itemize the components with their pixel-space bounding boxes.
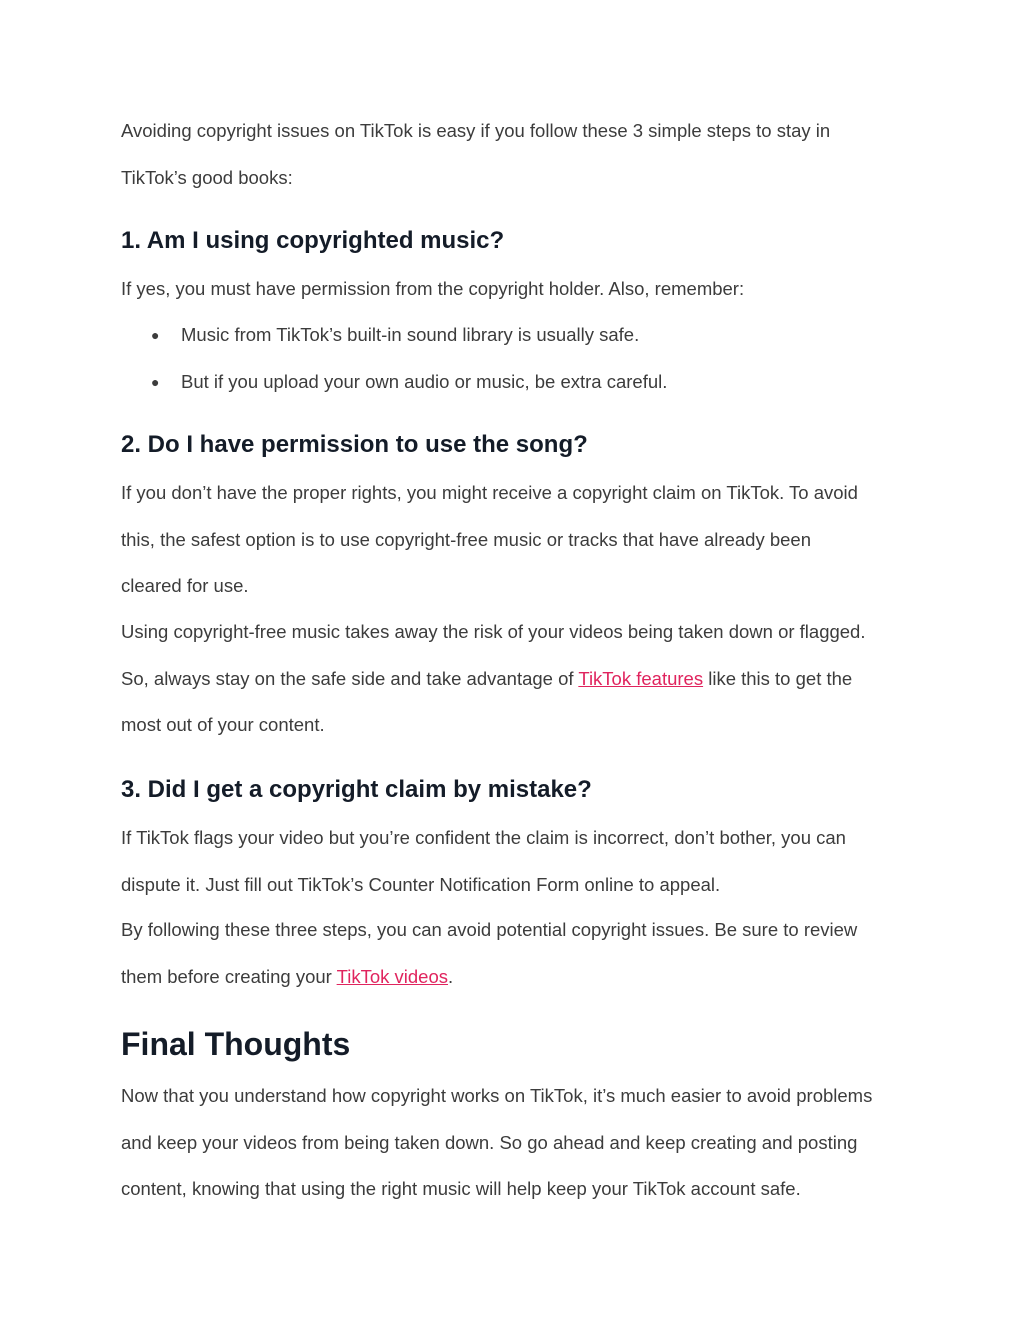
step2-p1-line-3: cleared for use. xyxy=(121,575,249,596)
intro-line-1: Avoiding copyright issues on TikTok is easy if you follow these 3 simple steps to stay in xyxy=(121,120,831,141)
final-line-3: content, knowing that using the right music will help keep your TikTok account safe. xyxy=(121,1178,801,1199)
step2-p1-line-2: this, the safest option is to use copyright-free music or tracks that have already been xyxy=(121,528,811,550)
step3-p2-line-1: By following these three steps, you can avoid potential copyright issues. Be sure to review xyxy=(121,919,858,940)
step2-heading: 2. Do I have permission to use the song? xyxy=(121,431,588,458)
step2-paragraph-1 xyxy=(121,470,911,610)
bullet-icon: ● xyxy=(151,373,160,390)
step3-p2-line-2-end: . xyxy=(448,965,454,987)
step3-p1-line-1: If TikTok flags your video but you’re confident the claim is incorrect, don’t bother, you can xyxy=(121,827,846,848)
step2-paragraph-2 xyxy=(121,609,911,749)
list-item-text: Music from TikTok’s built-in sound library is usually safe. xyxy=(181,324,640,345)
step2-p2-line-2-start: So, always stay on the safe side and take advantage of xyxy=(121,667,579,689)
final-line-2: and keep your videos from being taken down. So go ahead and keep creating and posting xyxy=(121,1131,858,1153)
step3-p2-line-2-start: them before creating your xyxy=(121,965,337,987)
list-item xyxy=(121,312,911,359)
step1-bullet-list xyxy=(121,312,911,405)
final-line-1: Now that you understand how copyright works on TikTok, it’s much easier to avoid problems xyxy=(121,1085,873,1106)
tiktok-videos-link[interactable]: TikTok videos xyxy=(336,965,449,987)
list-item-text: But if you upload your own audio or music, be extra careful. xyxy=(181,370,668,392)
step1-text: If yes, you must have permission from the copyright holder. Also, remember: xyxy=(121,278,745,299)
intro-line-2: TikTok’s good books: xyxy=(121,166,293,188)
step3-paragraph-2 xyxy=(121,907,911,1000)
step2-p1-line-1: If you don’t have the proper rights, you might receive a copyright claim on TikTok. To avoid xyxy=(121,482,858,503)
step2-p2-line-3: most out of your content. xyxy=(121,714,325,735)
step3-p1-line-2: dispute it. Just fill out TikTok’s Counter Notification Form online to appeal. xyxy=(121,873,721,895)
step3-heading: 3. Did I get a copyright claim by mistake? xyxy=(121,776,592,803)
list-item xyxy=(121,359,911,406)
step3-paragraph-1 xyxy=(121,815,911,908)
step1-heading: 1. Am I using copyrighted music? xyxy=(121,227,505,254)
intro-paragraph xyxy=(121,108,911,201)
step2-p2-line-2-end: like this to get the xyxy=(703,667,853,689)
tiktok-features-link[interactable]: TikTok features xyxy=(578,667,704,689)
bullet-icon: ● xyxy=(151,327,160,343)
step2-p2-line-1: Using copyright-free music takes away the risk of your videos being taken down or flagged. xyxy=(121,621,866,642)
final-thoughts-paragraph xyxy=(121,1073,911,1213)
final-thoughts-heading: Final Thoughts xyxy=(121,1026,351,1062)
